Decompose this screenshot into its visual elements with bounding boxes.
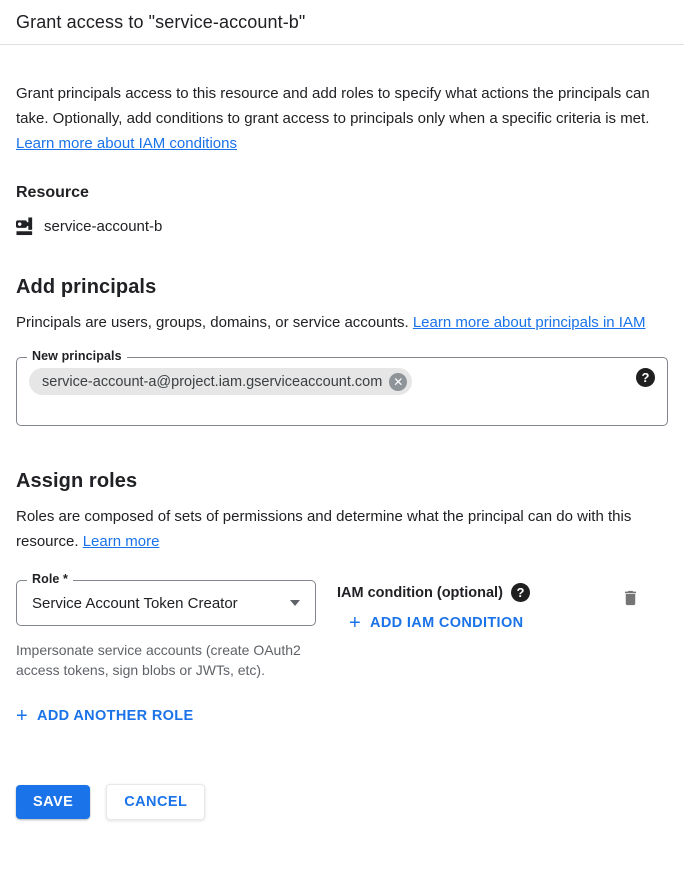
add-another-role-button[interactable] <box>16 706 194 726</box>
intro-paragraph <box>16 81 666 156</box>
role-select[interactable] <box>16 572 316 626</box>
dialog-content <box>0 81 684 820</box>
role-row <box>16 572 668 680</box>
help-icon[interactable]: ? <box>636 368 655 387</box>
iam-condition-column <box>337 580 530 634</box>
trash-icon <box>621 596 640 611</box>
help-icon[interactable]: ? <box>511 583 530 602</box>
learn-more-principals-link[interactable]: Learn more about principals in IAM <box>412 314 646 331</box>
add-principals-heading: Add principals <box>16 276 157 298</box>
chevron-down-icon <box>290 600 300 606</box>
role-column <box>16 572 316 680</box>
assign-roles-paragraph <box>16 504 666 554</box>
role-selected-value: Service Account Token Creator <box>32 594 238 612</box>
cancel-button[interactable]: CANCEL <box>106 784 205 820</box>
add-iam-condition-button[interactable] <box>349 613 523 633</box>
assign-roles-text: Roles are composed of sets of permissions and determine what the principal can do with this resource. <box>16 508 632 550</box>
iam-condition-label: IAM condition (optional) <box>337 584 503 601</box>
new-principals-inner <box>17 358 667 395</box>
intro-text: Grant principals access to this resource and add roles to specify what actions the principals can take. Optionally, add conditions to grant access to principals only when a specific criteria is met. <box>16 85 650 127</box>
dialog-footer <box>16 784 668 820</box>
iam-condition-label-row <box>337 583 530 602</box>
save-button[interactable]: SAVE <box>16 785 90 819</box>
resource-item <box>16 217 668 236</box>
new-principals-label: New principals <box>27 349 127 363</box>
principal-chip-text: service-account-a@project.iam.gserviceaccount.com <box>42 373 383 390</box>
plus-icon: + <box>16 705 29 727</box>
plus-icon: + <box>349 612 362 634</box>
learn-more-roles-link[interactable]: Learn more <box>82 533 160 550</box>
new-principals-field[interactable] <box>16 349 668 426</box>
assign-roles-heading: Assign roles <box>16 470 138 492</box>
add-iam-condition-label: ADD IAM CONDITION <box>370 615 524 631</box>
page-title: Grant access to "service-account-b" <box>16 11 306 32</box>
learn-more-iam-conditions-link[interactable]: Learn more about IAM conditions <box>16 135 237 152</box>
role-label: Role * <box>27 572 73 586</box>
delete-role-column <box>621 580 668 613</box>
service-account-icon <box>16 217 35 236</box>
add-principals-text: Principals are users, groups, domains, or service accounts. <box>16 314 413 331</box>
principal-chip <box>29 368 412 395</box>
add-another-role-label: ADD ANOTHER ROLE <box>37 708 194 724</box>
resource-name: service-account-b <box>44 218 163 235</box>
close-icon[interactable]: ✕ <box>389 373 407 391</box>
add-principals-paragraph <box>16 310 666 335</box>
dialog-header <box>0 0 684 45</box>
role-helper-text: Impersonate service accounts (create OAuth2 access tokens, sign blobs or JWTs, etc). <box>16 642 301 678</box>
resource-heading: Resource <box>16 184 89 201</box>
delete-role-button[interactable] <box>621 588 640 611</box>
